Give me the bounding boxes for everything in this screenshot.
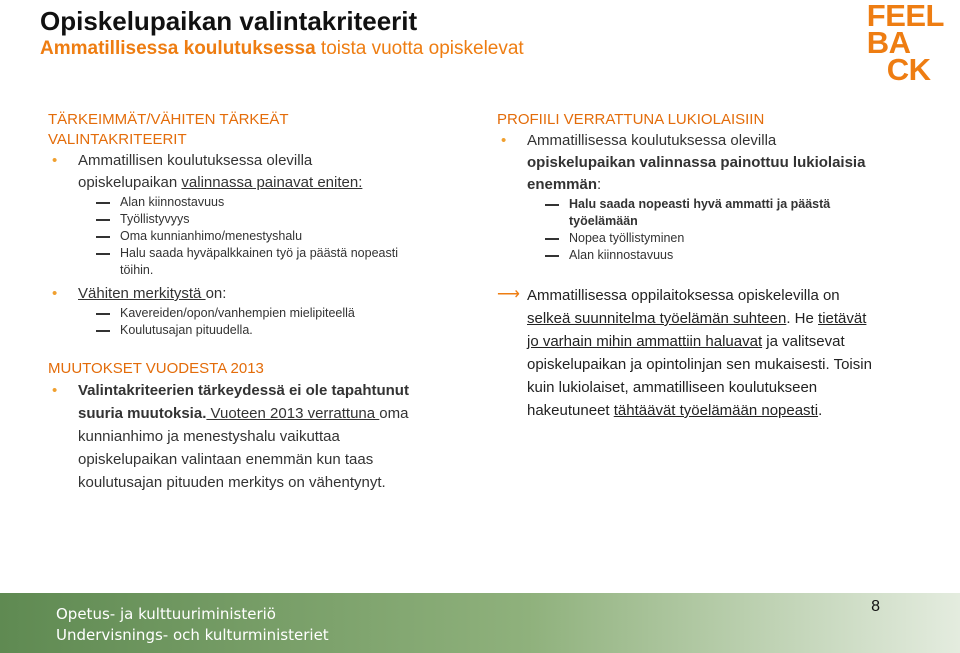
left-column xyxy=(48,110,468,494)
bold-span: suuria muutoksia. xyxy=(78,405,207,422)
page-number: 8 xyxy=(871,598,880,615)
bullet-dot-icon: • xyxy=(52,382,58,399)
ministry-footer xyxy=(0,593,960,653)
feelback-logo xyxy=(866,0,944,87)
underlined-span: tietävät xyxy=(818,310,867,327)
text-span: on: xyxy=(205,285,227,302)
left-heading-1 xyxy=(48,110,468,150)
dash-icon xyxy=(96,313,110,315)
underlined-span: tähtäävät työelämään nopeasti xyxy=(613,402,819,419)
sub-item xyxy=(48,322,468,339)
bullet-text xyxy=(527,174,937,196)
sub-item-text: töihin. xyxy=(120,263,154,277)
sub-item-text: Halu saada hyväpalkkainen työ ja päästä nopeasti xyxy=(120,246,398,260)
ministry-name-fi: Opetus- ja kulttuuriministeriö xyxy=(56,605,276,623)
logo-line-3: CK xyxy=(886,52,931,87)
bullet-text: kunnianhimo ja menestyshalu vaikuttaa xyxy=(78,428,340,445)
bullet-text: Ammatillisen koulutuksessa olevilla xyxy=(78,152,313,169)
sub-item-text: Koulutusajan pituudella. xyxy=(120,323,253,337)
bullet-dot-icon: • xyxy=(52,285,58,302)
bullet-bold-text: Valintakriteerien tärkeydessä ei ole tapahtunut xyxy=(78,382,409,399)
sub-item xyxy=(48,211,468,228)
sub-item-text: työelämään xyxy=(569,214,638,228)
text-span: ja valitsevat xyxy=(762,333,845,350)
text-span: opiskelupaikan xyxy=(78,174,182,191)
dash-icon xyxy=(545,204,559,206)
dash-icon xyxy=(545,255,559,257)
page-title: Opiskelupaikan valintakriteerit xyxy=(40,6,418,36)
bullet-dot-icon: • xyxy=(501,132,507,149)
sub-item xyxy=(497,196,937,213)
bullet-text xyxy=(78,172,468,194)
sub-item-text: Työllistyvyys xyxy=(120,212,190,226)
bullet-text: Ammatillisessa koulutuksessa olevilla xyxy=(527,132,777,149)
bullet-most-important xyxy=(48,150,468,194)
sub-item xyxy=(48,305,468,322)
bullet-least-important xyxy=(48,283,468,305)
ministry-name-sv: Undervisnings- och kulturministeriet xyxy=(56,626,329,644)
sub-item xyxy=(48,228,468,245)
paragraph-line: opiskelupaikan ja opintolinjan sen mukaisesti. Toisin xyxy=(527,356,872,373)
sub-item-continued xyxy=(48,262,468,279)
underlined-span: selkeä suunnitelma työelämän suhteen xyxy=(527,310,787,327)
paragraph-line: kuin lukiolaiset, ammatilliseen koulutukseen xyxy=(527,379,818,396)
sub-item-text: Kavereiden/opon/vanhempien mielipiteellä xyxy=(120,306,355,320)
bullet-changes xyxy=(48,379,468,494)
sub-item-text: Nopea työllistyminen xyxy=(569,231,685,245)
text-span: : xyxy=(597,176,602,193)
underlined-span: jo varhain mihin ammattiin haluavat xyxy=(527,333,763,350)
bullet-profile xyxy=(497,130,937,196)
left-heading-1-line2: VALINTAKRITEERIT xyxy=(48,131,187,148)
dash-icon xyxy=(96,253,110,255)
text-span: . xyxy=(818,402,823,419)
sub-item-text: Alan kiinnostavuus xyxy=(120,195,225,209)
page-subtitle xyxy=(40,38,524,60)
sub-item xyxy=(48,194,468,211)
underlined-span: valinnassa painavat eniten: xyxy=(181,174,363,191)
text-span: . He xyxy=(786,310,819,327)
sub-item xyxy=(497,230,937,247)
left-heading-1-line1: TÄRKEIMMÄT/VÄHITEN TÄRKEÄT xyxy=(48,111,289,128)
underlined-span: Vähiten merkitystä xyxy=(78,285,206,302)
right-column xyxy=(497,110,937,422)
sub-item-text: Alan kiinnostavuus xyxy=(569,248,674,262)
text-span: hakeutuneet xyxy=(527,402,614,419)
sub-item xyxy=(48,245,468,262)
subtitle-bold: Ammatillisessa koulutuksessa xyxy=(40,38,316,59)
paragraph-line xyxy=(527,399,937,422)
paragraph-line xyxy=(527,330,937,353)
right-heading: PROFIILI VERRATTUNA LUKIOLAISIIN xyxy=(497,111,765,128)
sub-item-continued xyxy=(497,213,937,230)
paragraph-line: Ammatillisessa oppilaitoksessa opiskelevilla on xyxy=(527,287,840,304)
logo-line-2: BA xyxy=(866,25,911,60)
paragraph-line xyxy=(527,307,937,330)
bullet-text: koulutusajan pituuden merkitys on vähentynyt. xyxy=(78,474,386,491)
sub-item-text: Oma kunnianhimo/menestyshalu xyxy=(120,229,303,243)
dash-icon xyxy=(96,330,110,332)
bullet-bold-text: opiskelupaikan valinnassa painottuu lukiolaisia xyxy=(527,154,866,171)
subtitle-rest: toista vuotta opiskelevat xyxy=(315,38,524,59)
sub-item xyxy=(497,247,937,264)
underlined-span: Vuoteen 2013 verrattuna xyxy=(206,405,380,422)
logo-line-1: FEEL xyxy=(866,0,944,33)
left-heading-2: MUUTOKSET VUODESTA 2013 xyxy=(48,360,264,377)
arrow-right-icon: ⟶ xyxy=(497,286,520,303)
text-span: oma xyxy=(379,405,409,422)
bullet-text: opiskelupaikan valintaan enemmän kun taas xyxy=(78,451,374,468)
sub-item-text: Halu saada nopeasti hyvä ammatti ja päästä xyxy=(569,197,831,211)
dash-icon xyxy=(96,219,110,221)
dash-icon xyxy=(545,238,559,240)
dash-icon xyxy=(96,202,110,204)
bullet-dot-icon: • xyxy=(52,152,58,169)
conclusion-paragraph xyxy=(497,284,937,422)
bold-span: enemmän xyxy=(527,176,598,193)
bullet-text xyxy=(78,402,468,425)
dash-icon xyxy=(96,236,110,238)
